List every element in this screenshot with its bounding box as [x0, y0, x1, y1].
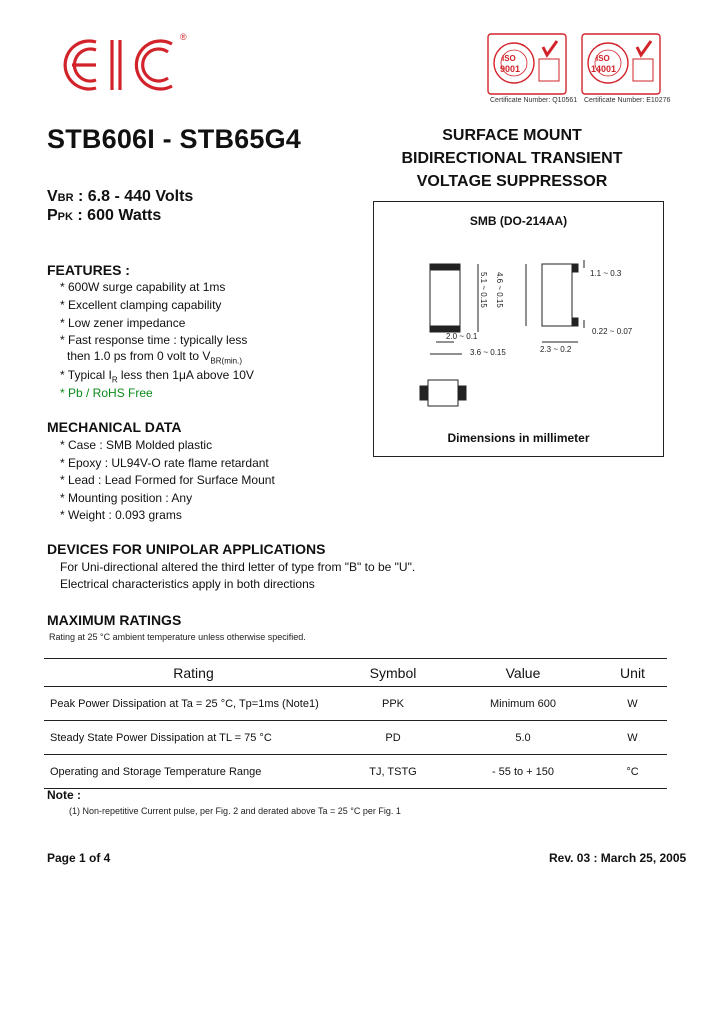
- table-row: Peak Power Dissipation at Ta = 25 °C, Tp=1ms (Note1) PPK Minimum 600 W: [44, 687, 667, 721]
- mechanical-item: * Weight : 0.093 grams: [60, 508, 182, 522]
- ratings-table: [44, 658, 667, 789]
- ratings-subnote: Rating at 25 °C ambient temperature unless otherwise specified.: [49, 632, 306, 642]
- col-value: Value: [448, 659, 598, 687]
- table-row: Steady State Power Dissipation at TL = 75 °C PD 5.0 W: [44, 721, 667, 755]
- col-symbol: Symbol: [338, 659, 448, 687]
- mechanical-item: * Epoxy : UL94V-O rate flame retardant: [60, 456, 269, 470]
- dim-label: 2.0 ~ 0.1: [446, 332, 478, 341]
- spec-vbr: VBR : 6.8 - 440 Volts: [47, 188, 194, 205]
- dim-label: 1.1 ~ 0.3: [590, 269, 622, 278]
- feature-item-rohs: * Pb / RoHS Free: [60, 386, 153, 400]
- part-range-title: STB606I - STB65G4: [47, 124, 301, 154]
- package-outline-box: [373, 201, 664, 457]
- feature-item: * Fast response time : typically less: [60, 333, 248, 347]
- unipolar-line: For Uni-directional altered the third letter of type from "B" to be "U".: [60, 560, 416, 574]
- revision-date: Rev. 03 : March 25, 2005: [549, 851, 687, 865]
- feature-item: * 600W surge capability at 1ms: [60, 280, 226, 294]
- mechanical-item: * Case : SMB Molded plastic: [60, 438, 213, 452]
- mechanical-item: * Mounting position : Any: [60, 491, 193, 505]
- page-number: Page 1 of 4: [47, 851, 111, 865]
- iso-9001-badge: ISO 9001: [487, 33, 567, 95]
- mechanical-heading: MECHANICAL DATA: [47, 419, 182, 435]
- spec-ppk: PPK : 600 Watts: [47, 207, 162, 224]
- eic-logo: [62, 34, 186, 96]
- feature-item: then 1.0 ps from 0 volt to $V_{BR(min.)}$: [67, 349, 242, 366]
- headline-line-3: VOLTAGE SUPPRESSOR: [416, 173, 608, 190]
- dim-label: 4.6 ~ 0.15: [495, 272, 504, 308]
- col-unit: Unit: [598, 659, 667, 687]
- note-heading: Note :: [47, 788, 81, 802]
- dim-label: 5.1 ~ 0.15: [479, 272, 488, 308]
- feature-item: * Low zener impedance: [60, 316, 186, 330]
- table-row: Operating and Storage Temperature Range TJ, TSTG - 55 to + 150 °C: [44, 755, 667, 789]
- table-header-row: [44, 659, 667, 687]
- iso-14001-badge: ISO 14001: [581, 33, 661, 95]
- note-item: (1) Non-repetitive Current pulse, per Fig. 2 and derated above Ta = 25 °C per Fig. 1: [69, 806, 401, 816]
- feature-item: * Typical $I_R$ less then 1μA above 10V: [60, 368, 254, 385]
- dim-label: 3.6 ~ 0.15: [470, 348, 506, 357]
- col-rating: Rating: [44, 659, 338, 687]
- dim-label: 2.3 ~ 0.2: [540, 345, 572, 354]
- headline-line-1: SURFACE MOUNT: [442, 127, 582, 144]
- ratings-heading: MAXIMUM RATINGS: [47, 612, 182, 628]
- unipolar-heading: DEVICES FOR UNIPOLAR APPLICATIONS: [47, 541, 326, 557]
- headline-line-2: BIDIRECTIONAL TRANSIENT: [401, 150, 623, 167]
- unipolar-line: Electrical characteristics apply in both directions: [60, 577, 315, 591]
- features-heading: FEATURES :: [47, 262, 130, 278]
- dim-label: 0.22 ~ 0.07: [592, 327, 633, 336]
- feature-item: * Excellent clamping capability: [60, 298, 222, 312]
- package-title: SMB (DO-214AA): [469, 214, 568, 228]
- cert-caption-9001: Certificate Number: Q10561: [490, 97, 578, 104]
- mechanical-item: * Lead : Lead Formed for Surface Mount: [60, 473, 275, 487]
- registered-mark: ®: [180, 32, 187, 42]
- cert-caption-14001: Certificate Number: E10276: [584, 97, 671, 104]
- package-footer: Dimensions in millimeter: [447, 431, 590, 445]
